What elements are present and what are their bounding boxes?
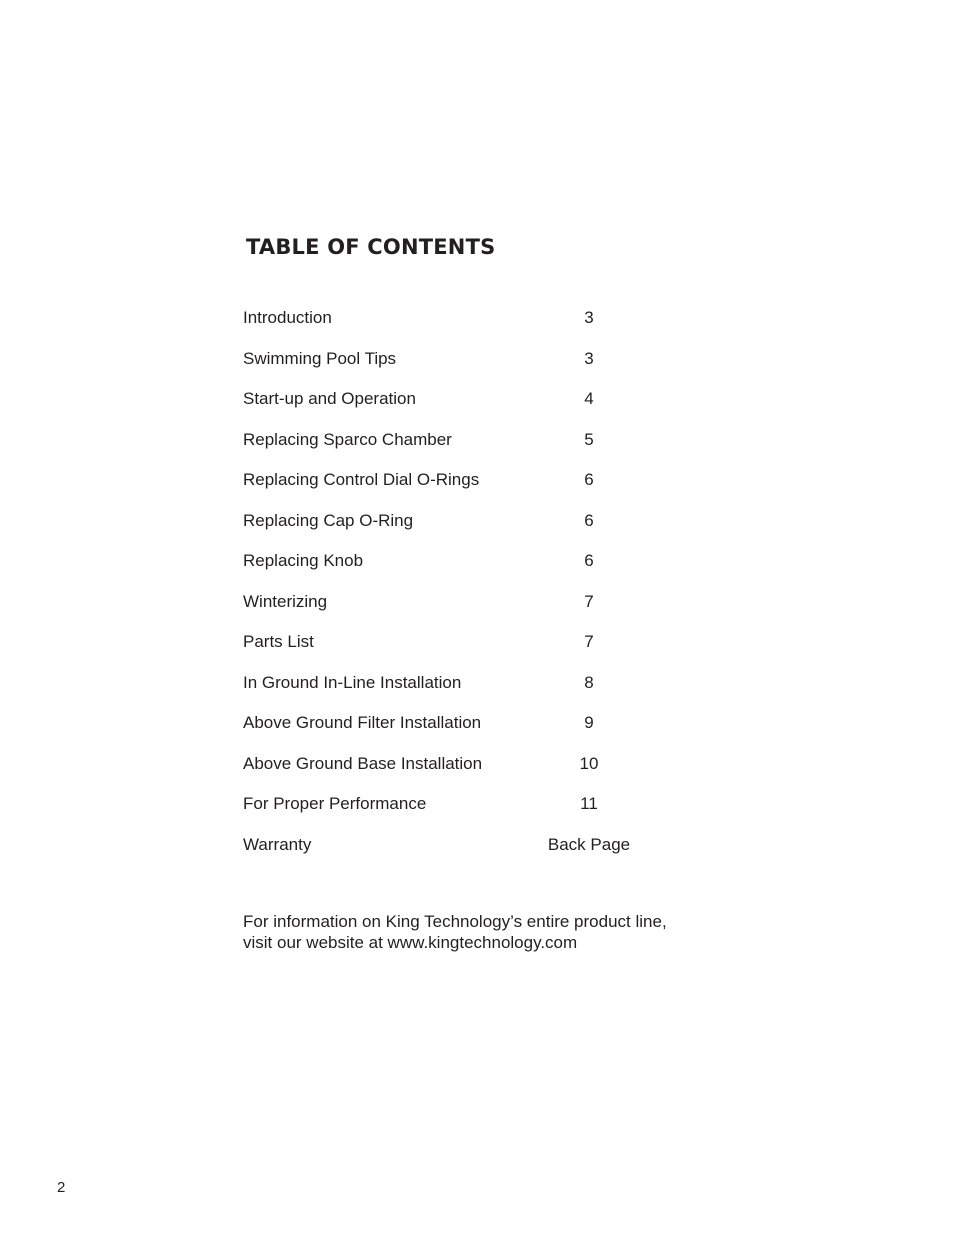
toc-entry-page-number: 3 [584,308,594,327]
toc-entry-title: Above Ground Filter Installation [243,713,482,732]
toc-entry [243,832,663,873]
toc-entry-page-number: Back Page [547,834,631,854]
toc-entry-page-number: 8 [584,672,594,692]
toc-entry-title: Warranty [243,834,312,854]
toc-entry-title: In Ground In-Line Installation [243,672,462,692]
toc-entry-title: Parts List [243,632,314,651]
toc-entry-page-number: 6 [584,551,594,570]
toc-entry-page-number: 4 [584,389,594,408]
toc-entry [243,346,663,387]
toc-entry [243,589,663,630]
toc-list [243,305,663,872]
toc-entry-page-number: 6 [584,510,594,530]
toc-entry-page-number: 5 [584,429,594,449]
toc-entry [243,670,663,711]
toc-entry-title: Above Ground Base Installation [243,753,483,773]
toc-entry [243,710,663,751]
toc-entry-title: Start-up and Operation [243,389,416,408]
toc-entry [243,751,663,792]
toc-entry [243,791,663,832]
toc-entry [243,386,663,427]
toc-entry-title: Introduction [243,308,332,327]
toc-entry-page-number: 10 [579,753,599,773]
toc-entry [243,305,663,346]
toc-entry-title: Replacing Control Dial O-Rings [243,470,480,489]
toc-entry-page-number: 3 [584,348,594,368]
toc-entry [243,548,663,589]
toc-entry-page-number: 6 [584,470,594,489]
toc-entry-title: Swimming Pool Tips [243,348,397,368]
page-number: 2 [57,1179,66,1196]
toc-entry-title: Winterizing [243,591,328,611]
toc-entry [243,467,663,508]
toc-entry [243,629,663,670]
toc-entry-title: Replacing Cap O-Ring [243,510,414,530]
website-info [243,911,743,953]
toc-entry-page-number: 7 [584,632,594,651]
toc-entry-page-number: 11 [580,794,598,813]
toc-entry [243,427,663,468]
toc-entry-title: Replacing Sparco Chamber [243,429,452,449]
toc-heading: TABLE OF CONTENTS [246,235,496,259]
website-info-line-2: visit our website at www.kingtechnology.com [243,933,578,952]
toc-entry-title: For Proper Performance [243,794,427,813]
toc-entry [243,508,663,549]
toc-entry-page-number: 7 [584,591,594,611]
toc-entry-page-number: 9 [584,713,594,732]
toc-entry-title: Replacing Knob [243,551,364,570]
website-info-line-1: For information on King Technology’s entire product line, [243,912,667,931]
